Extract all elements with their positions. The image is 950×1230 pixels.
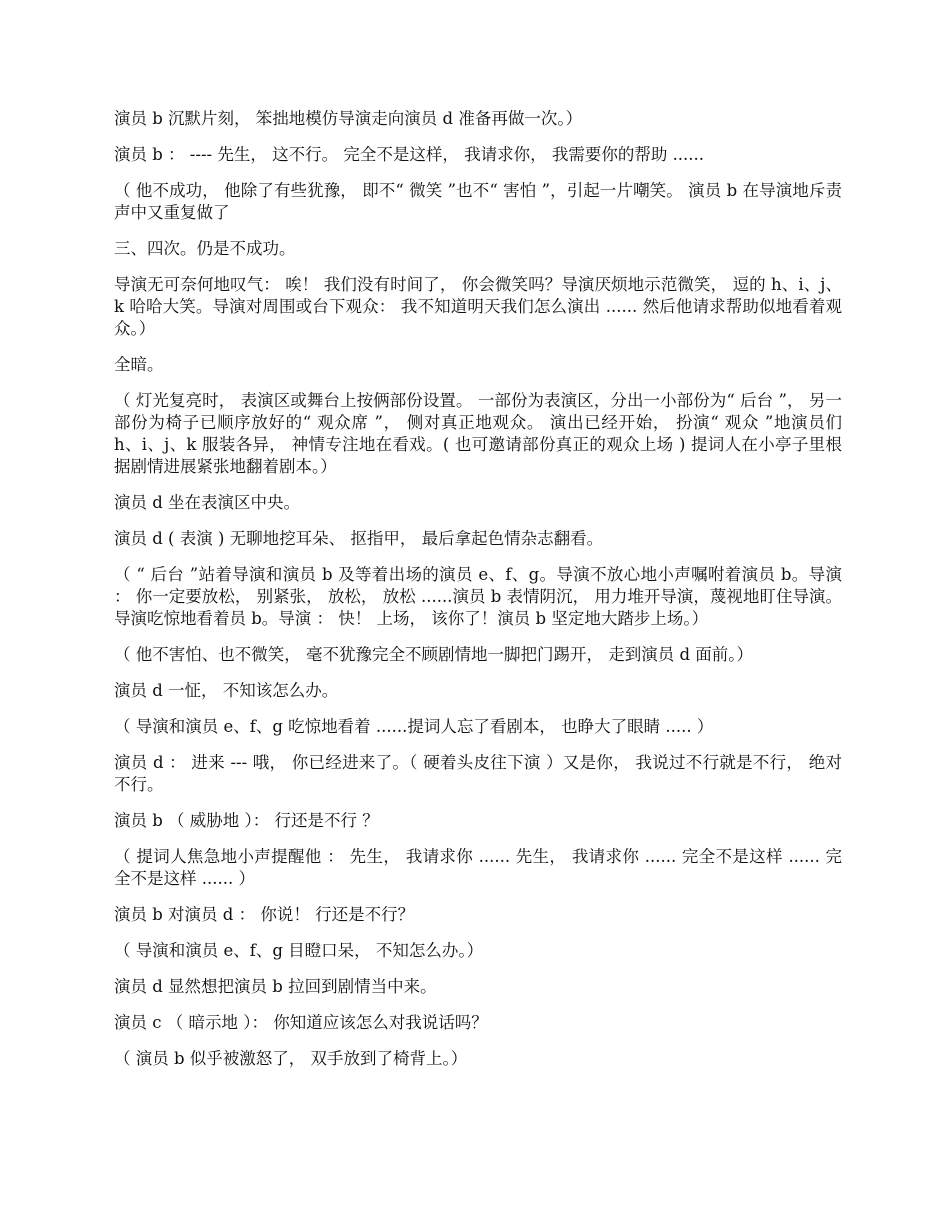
paragraph-21: （ 演员 b 似乎被激怒了， 双手放到了椅背上。） bbox=[114, 1049, 468, 1068]
paragraph-1: 演员 b 沉默片刻， 笨拙地模仿导演走向演员 d 准备再做一次。） bbox=[114, 109, 583, 128]
paragraph-5: 导演无可奈何地叹气： 唉！ 我们没有时间了， 你会微笑吗？导演厌烦地示范微笑， 逗的 h、i、j、k 哈哈大笑。导演对周围或台下观众： 我不知道明天我们怎么演出 ...... 然后他请求帮助似地看着观众。） bbox=[114, 275, 842, 338]
paragraph-15: 演员 b （ 威胁地 ）： 行还是不行 ？ bbox=[114, 811, 379, 830]
paragraph-19: 演员 d 显然想把演员 b 拉回到剧情当中来。 bbox=[114, 977, 437, 996]
paragraph-9: 演员 d ( 表演 ) 无聊地挖耳朵、 抠指甲， 最后拿起色情杂志翻看。 bbox=[114, 529, 604, 548]
paragraph-20: 演员 c （ 暗示地 ）： 你知道应该怎么对我说话吗？ bbox=[114, 1013, 488, 1032]
paragraph-11: （ 他不害怕、也不微笑， 毫不犹豫完全不顾剧情地一脚把门踢开， 走到演员 d 面前。） bbox=[114, 645, 754, 664]
paragraph-13: （ 导演和演员 e、f、g 吃惊地看着 ......提词人忘了看剧本， 也睁大了眼睛 ..... ） bbox=[114, 717, 714, 736]
paragraph-14: 演员 d ： 进来 --- 哦， 你已经进来了。（ 硬着头皮往下演 ）又是你， 我说过不行就是不行， 绝对不行。 bbox=[114, 753, 842, 794]
paragraph-18: （ 导演和演员 e、f、g 目瞪口呆， 不知怎么办。） bbox=[114, 941, 484, 960]
paragraph-7: （ 灯光复亮时， 表演区或舞台上按俩部份设置。 一部份为表演区，分出一小部份为“ 后台 ”， 另一部份为椅子已顺序放好的“ 观众席 ”， 侧对真正地观众。 演出已经开始， 扮演“ 观众 ”地演员们 h、i、j、k 服装各异， 神情专注地在看戏。( 也可邀请部份真正的观众上场 ) 提词人在小亭子里根据剧情进展紧张地翻着剧本。） bbox=[114, 391, 842, 476]
paragraph-4: 三、四次。仍是不成功。 bbox=[114, 239, 296, 258]
paragraph-17: 演员 b 对演员 d ： 你说！ 行还是不行？ bbox=[114, 905, 415, 924]
paragraph-12: 演员 d 一怔， 不知该怎么办。 bbox=[114, 681, 339, 700]
paragraph-10: （ “ 后台 ”站着导演和演员 b 及等着出场的演员 e、f、g。导演不放心地小声嘱咐着演员 b。导演 ： 你一定要放松， 别紧张， 放松， 放松 ......演员 b 表情阴沉， 用力堆开导演，蔑视地盯住导演。导演吃惊地看着员 b。导演 ： 快！ 上场， 该你了！演员 b 坚定地大踏步上场。） bbox=[114, 565, 842, 628]
paragraph-8: 演员 d 坐在表演区中央。 bbox=[114, 493, 301, 512]
paragraph-3: （ 他不成功， 他除了有些犹豫， 即不“ 微笑 ”也不“ 害怕 ”，引起一片嘲笑。 演员 b 在导演地斥责声中又重复做了 bbox=[114, 181, 842, 222]
script-body bbox=[114, 108, 842, 1084]
paragraph-16: （ 提词人焦急地小声提醒他 ： 先生， 我请求你 ...... 先生， 我请求你 ...... 完全不是这样 ...... 完全不是这样 ...... ） bbox=[114, 847, 842, 888]
paragraph-2: 演员 b ： ---- 先生， 这不行。 完全不是这样， 我请求你， 我需要你的帮助 ...... bbox=[114, 145, 705, 164]
paragraph-6: 全暗。 bbox=[114, 355, 164, 374]
